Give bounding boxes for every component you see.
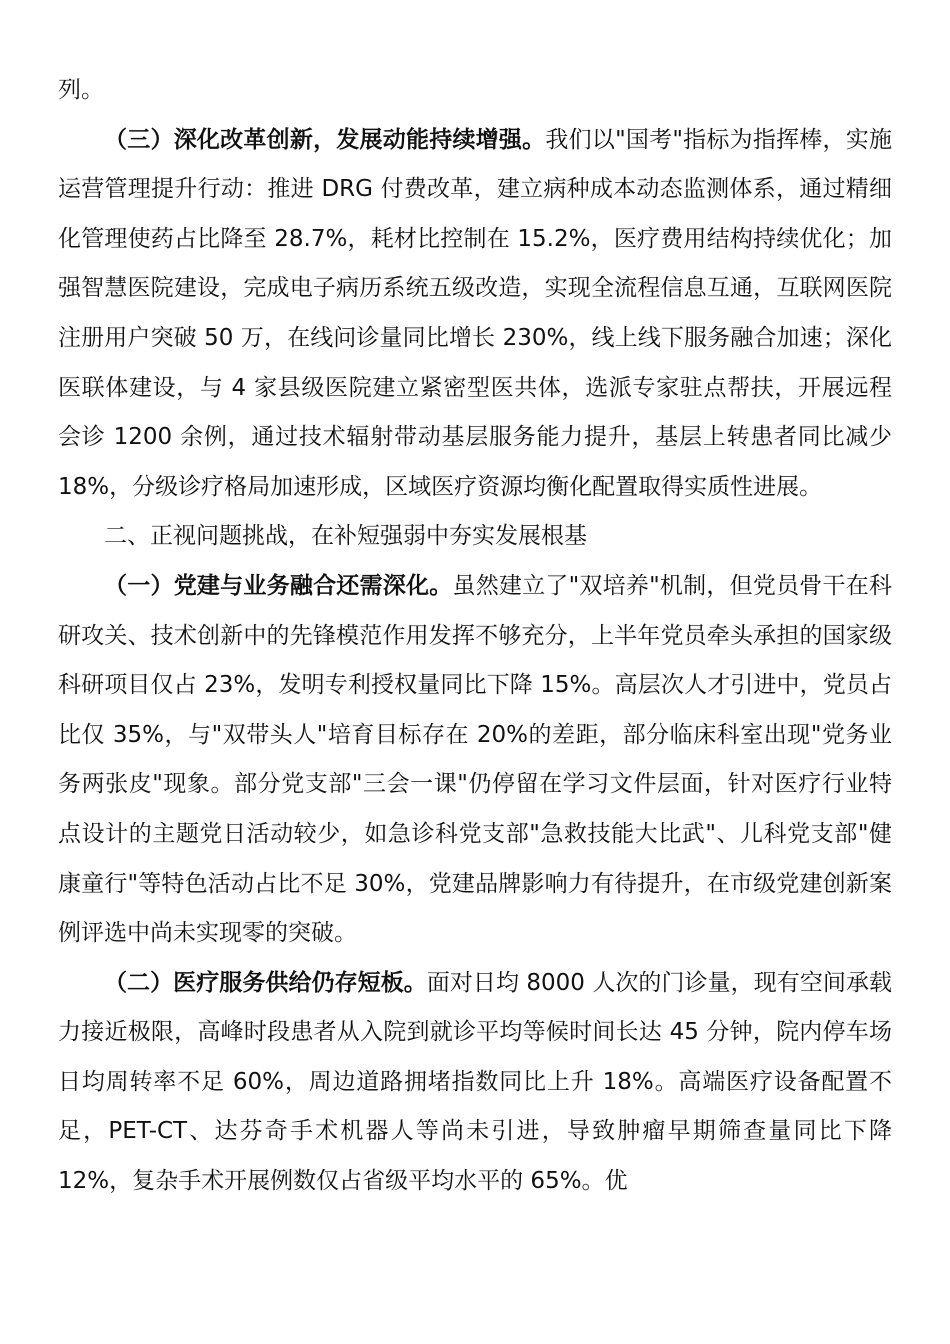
paragraph-body: 面对日均 8000 人次的门诊量，现有空间承载力接近极限，高峰时段患者从入院到就诊平均等候时间长达 45 分钟，院内停车场日均周转率不足 60%，周边道路拥堵指数同比上升 18%。高端医疗设备配置不足，PET-CT、达芬奇手术机器人等尚未引进，导致肿瘤早期筛查量同比下降 12%，复杂手术开展例数仅占省级平均水平的 65%。优: [58, 969, 893, 1195]
paragraph-party-building: [58, 562, 892, 959]
document-body: [58, 66, 892, 1207]
paragraph-heading: （一）党建与业务融合还需深化。: [104, 572, 453, 599]
paragraph-body: 虽然建立了"双培养"机制，但党员骨干在科研攻关、技术创新中的先锋模范作用发挥不够充分，上半年党员牵头承担的国家级科研项目仅占 23%，发明专利授权量同比下降 15%。高层次人才引进中，党员占比仅 35%，与"双带头人"培育目标存在 20%的差距，部分临床科室出现"党务业务两张皮"现象。部分党支部"三会一课"仍停留在学习文件层面，针对医疗行业特点设计的主题党日活动较少，如急诊科党支部"急救技能大比武"、儿科党支部"健康童行"等特色活动占比不足 30%，党建品牌影响力有待提升，在市级党建创新案例评选中尚未实现零的突破。: [58, 572, 893, 947]
section-heading-text: 二、正视问题挑战，在补短强弱中夯实发展根基: [104, 523, 587, 550]
paragraph-continuation: [58, 66, 892, 116]
section-heading: [58, 512, 892, 562]
paragraph-heading: （二）医疗服务供给仍存短板。: [104, 969, 427, 996]
paragraph-body: 列。: [58, 77, 104, 103]
paragraph-reform-innovation: [58, 116, 892, 513]
paragraph-medical-service: [58, 959, 892, 1207]
paragraph-body: 我们以"国考"指标为指挥棒，实施运营管理提升行动：推进 DRG 付费改革，建立病种成本动态监测体系，通过精细化管理使药占比降至 28.7%，耗材比控制在 15.2%，医疗费用结构持续优化；加强智慧医院建设，完成电子病历系统五级改造，实现全流程信息互通，互联网医院注册用户突破 50 万，在线问诊量同比增长 230%，线上线下服务融合加速；深化医联体建设，与 4 家县级医院建立紧密型医共体，选派专家驻点帮扶，开展远程会诊 1200 余例，通过技术辐射带动基层服务能力提升，基层上转患者同比减少 18%，分级诊疗格局加速形成，区域医疗资源均衡化配置取得实质性进展。: [58, 126, 892, 500]
paragraph-heading: （三）深化改革创新，发展动能持续增强。: [104, 126, 546, 153]
